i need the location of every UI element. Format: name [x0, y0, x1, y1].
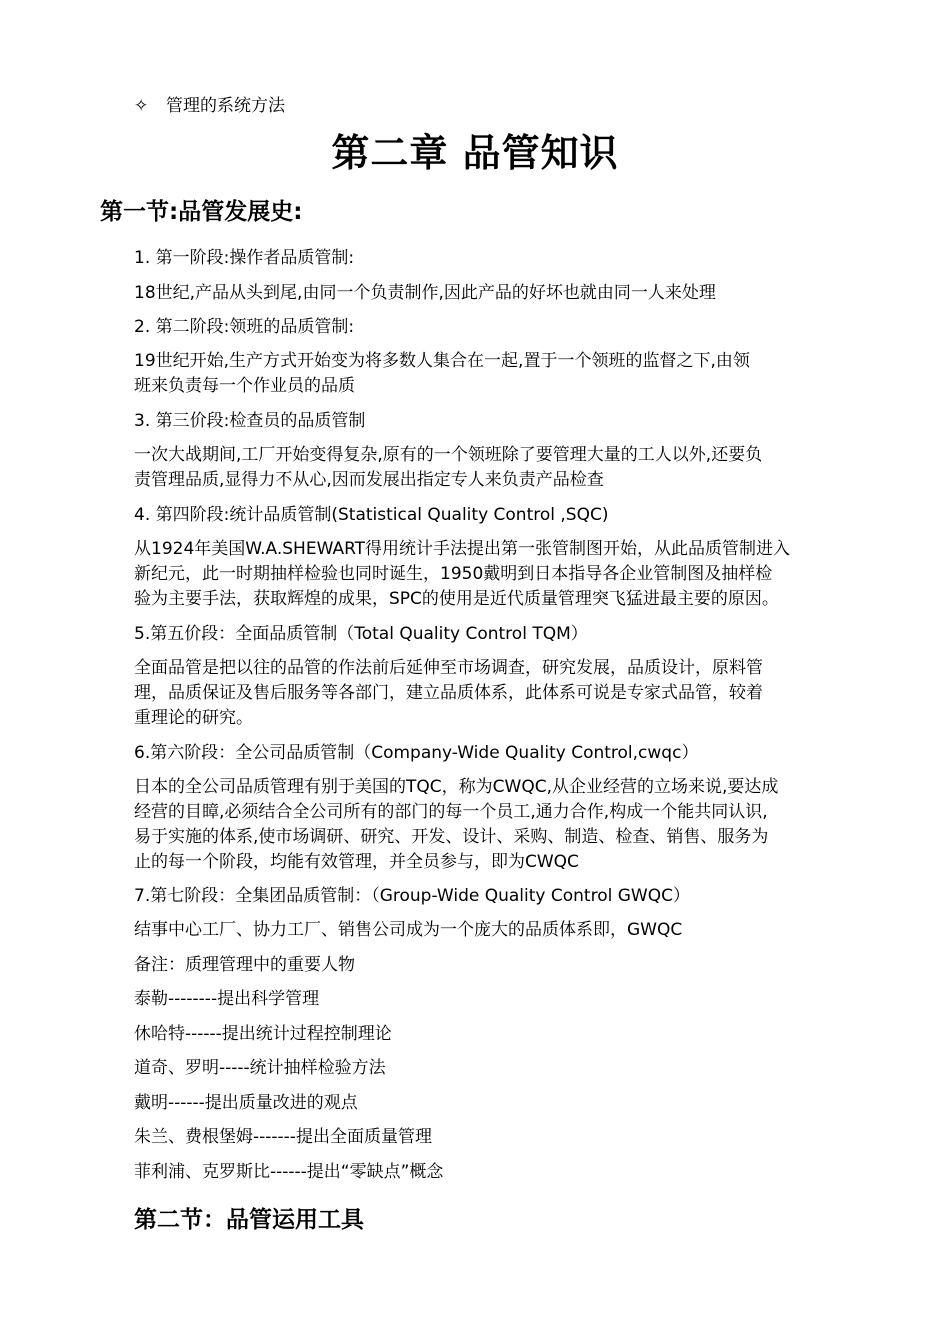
person-entry: 戴明------提出质量改进的观点: [134, 1093, 358, 1113]
paragraph-line: 止的每一个阶段，均能有效管理，并全员参与，即为CWQC: [134, 852, 579, 872]
person-entry: 泰勒--------提出科学管理: [134, 989, 320, 1009]
paragraph-line: 一次大战期间,工厂开始变得复杂,原有的一个领班除了要管理大量的工人以外,还要负: [134, 445, 763, 465]
stage-7-heading: 7.第七阶段：全集团品质管制：（Group-Wide Quality Control GWQC）: [134, 886, 690, 906]
paragraph-line: 验为主要手法，获取辉煌的成果，SPC的使用是近代质量管理突飞猛进最主要的原因。: [134, 589, 779, 609]
paragraph-line: 新纪元，此一时期抽样检验也同时诞生，1950戴明到日本指导各企业管制图及抽样检: [134, 564, 773, 584]
person-entry: 菲利浦、克罗斯比------提出“零缺点”概念: [134, 1162, 444, 1182]
stage-4-heading: 4. 第四阶段:统计品质管制(Statistical Quality Control ,SQC): [134, 505, 609, 525]
paragraph-line: 日本的全公司品质管理有别于美国的TQC，称为CWQC,从企业经营的立场来说,要达成: [134, 777, 779, 797]
section-title-1: 第一节:品管发展史:: [100, 199, 303, 225]
paragraph-line: 责管理品质,显得力不从心,因而发展出指定专人来负责产品检查: [134, 470, 604, 490]
stage-2-heading: 2. 第二阶段:领班的品质管制:: [134, 317, 355, 337]
paragraph-line: 19世纪开始,生产方式开始变为将多数人集合在一起,置于一个领班的监督之下,由领: [134, 351, 750, 371]
stage-1-heading: 1. 第一阶段:操作者品质管制:: [134, 248, 355, 268]
paragraph-line: 18世纪,产品从头到尾,由同一个负责制作,因此产品的好坏也就由同一人来处理: [134, 283, 716, 303]
paragraph-line: 易于实施的体系,使市场调研、研究、开发、设计、采购、制造、检查、销售、服务为: [134, 827, 769, 847]
person-entry: 休哈特------提出统计过程控制理论: [134, 1024, 392, 1044]
paragraph-line: 从1924年美国W.A.SHEWART得用统计手法提出第一张管制图开始，从此品质管制进入: [134, 539, 791, 559]
paragraph-line: 重理论的研究。: [134, 708, 253, 728]
bullet-item: [134, 94, 285, 118]
person-entry: 道奇、罗明-----统计抽样检验方法: [134, 1058, 386, 1078]
diamond-bullet-icon: ✧: [134, 96, 149, 116]
section-title-2: 第二节：品管运用工具: [134, 1207, 364, 1233]
bullet-text: 管理的系统方法: [166, 96, 285, 116]
paragraph-line: 班来负责每一个作业员的品质: [134, 376, 355, 396]
stage-3-heading: 3. 第三价段:检查员的品质管制: [134, 411, 366, 431]
person-entry: 朱兰、费根堡姆-------提出全面质量管理: [134, 1127, 432, 1147]
chapter-title: 第二章 品管知识: [331, 131, 619, 175]
paragraph-line: 经营的目瞕,必须结合全公司所有的部门的每一个员工,通力合作,构成一个能共同认识,: [134, 802, 768, 822]
note-heading: 备注：质理管理中的重要人物: [134, 955, 355, 975]
stage-6-heading: 6.第六阶段：全公司品质管制（Company-Wide Quality Control,cwqc）: [134, 743, 699, 763]
paragraph-line: 结事中心工厂、协力工厂、销售公司成为一个庞大的品质体系即，GWQC: [134, 920, 683, 940]
paragraph-line: 全面品管是把以往的品管的作法前后延伸至市场调查，研究发展，品质设计，原料管: [134, 658, 763, 678]
stage-5-heading: 5.第五价段：全面品质管制（Total Quality Control TQM）: [134, 624, 588, 644]
paragraph-line: 理，品质保证及售后服务等各部门，建立品质体系，此体系可说是专家式品管，较着: [134, 683, 763, 703]
